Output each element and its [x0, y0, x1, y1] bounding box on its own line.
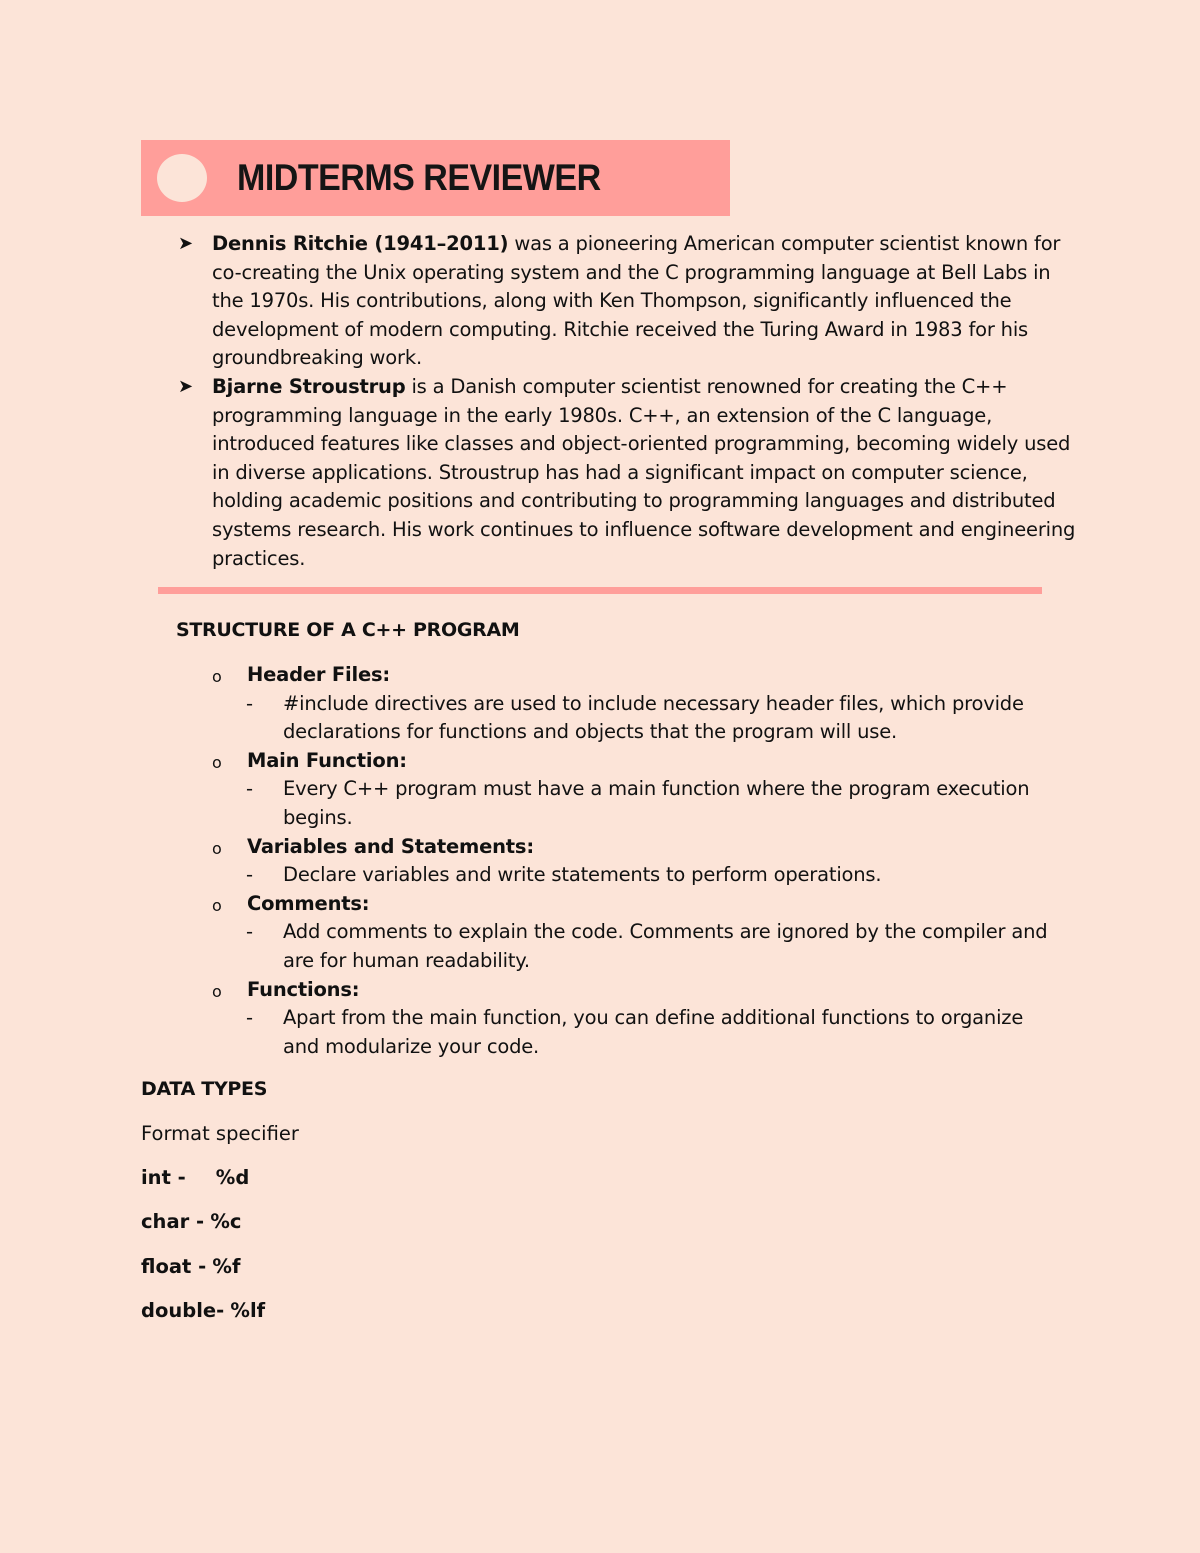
item-detail — [212, 690, 1062, 747]
title-banner — [141, 140, 730, 216]
dash-bullet-icon: - — [246, 1006, 253, 1030]
circle-bullet-icon: o — [212, 895, 222, 915]
list-item — [212, 890, 1062, 976]
dash-bullet-icon: - — [246, 691, 253, 715]
type-specifier: %d — [215, 1166, 250, 1189]
list-item — [212, 833, 1062, 890]
detail-text: Every C++ program must have a main function where the program execution begins. — [283, 777, 1030, 829]
page-title: MIDTERMS REVIEWER — [237, 157, 601, 199]
circle-bullet-icon: o — [212, 752, 222, 772]
detail-text: #include directives are used to include necessary header files, which provide declarations for functions and objects that the program will use. — [283, 691, 1024, 744]
dash-bullet-icon: - — [246, 863, 253, 887]
type-name: int - — [141, 1166, 186, 1189]
list-item — [176, 230, 1076, 373]
detail-text: Declare variables and write statements to perform operations. — [283, 863, 882, 887]
detail-text: Add comments to explain the code. Comments are ignored by the compiler and are for human readability. — [283, 920, 1048, 972]
item-title: Header Files: — [247, 663, 391, 686]
type-specifier: %f — [212, 1255, 241, 1278]
circle-decoration — [157, 154, 207, 202]
biography-list — [176, 230, 1076, 573]
list-item — [176, 373, 1076, 573]
structure-heading: STRUCTURE OF A C++ PROGRAM — [176, 619, 520, 641]
data-type-row — [141, 1255, 240, 1278]
item-detail — [212, 861, 1062, 890]
arrow-bullet-icon: ➤ — [178, 375, 193, 397]
bullet-text: is a Danish computer scientist renowned for creating the C++ programming language in the early 1980s. C++, an extension of the C language, introduced features like classes and object-oriented programming, becoming widely used in diverse applications. Stroustrup has had a significant impact on computer science, holding academic positions and contributing to programming languages and distributed systems research. His work continues to influence software development and engineering practices. — [212, 374, 1076, 570]
type-specifier: %c — [210, 1210, 242, 1233]
dash-bullet-icon: - — [246, 920, 253, 944]
type-name: double- — [141, 1299, 225, 1322]
list-item — [212, 976, 1062, 1062]
data-type-row — [141, 1166, 249, 1189]
data-types-heading: DATA TYPES — [141, 1078, 268, 1100]
bullet-text: was a pioneering American computer scientist known for co-creating the Unix operating system and the C programming language at Bell Labs in the 1970s. His contributions, along with Ken Thompson, significantly influenced the development of modern computing. Ritchie received the Turing Award in 1983 for his groundbreaking work. — [212, 232, 1061, 370]
item-detail — [212, 775, 1062, 832]
dash-bullet-icon: - — [246, 777, 253, 801]
circle-bullet-icon: o — [212, 838, 222, 858]
type-name: float - — [141, 1255, 207, 1278]
item-detail — [212, 918, 1062, 975]
item-title: Main Function: — [247, 748, 407, 772]
circle-bullet-icon: o — [212, 667, 222, 686]
list-item — [212, 747, 1062, 833]
type-specifier: %lf — [230, 1299, 266, 1322]
item-title: Comments: — [247, 891, 370, 915]
structure-list — [212, 661, 1062, 1061]
item-detail — [212, 1004, 1062, 1061]
bullet-name: Dennis Ritchie (1941–2011) — [212, 232, 509, 255]
data-type-row — [141, 1299, 265, 1322]
arrow-bullet-icon: ➤ — [178, 233, 193, 254]
detail-text: Apart from the main function, you can define additional functions to organize and modularize your code. — [283, 1006, 1024, 1058]
list-item — [212, 661, 1062, 747]
circle-bullet-icon: o — [212, 981, 222, 1001]
item-title: Functions: — [247, 977, 360, 1001]
data-type-row — [141, 1210, 241, 1233]
bullet-name: Bjarne Stroustrup — [212, 374, 406, 398]
item-title: Variables and Statements: — [247, 834, 534, 858]
type-name: char - — [141, 1210, 205, 1233]
format-specifier-label: Format specifier — [141, 1122, 299, 1145]
section-divider — [158, 587, 1042, 594]
